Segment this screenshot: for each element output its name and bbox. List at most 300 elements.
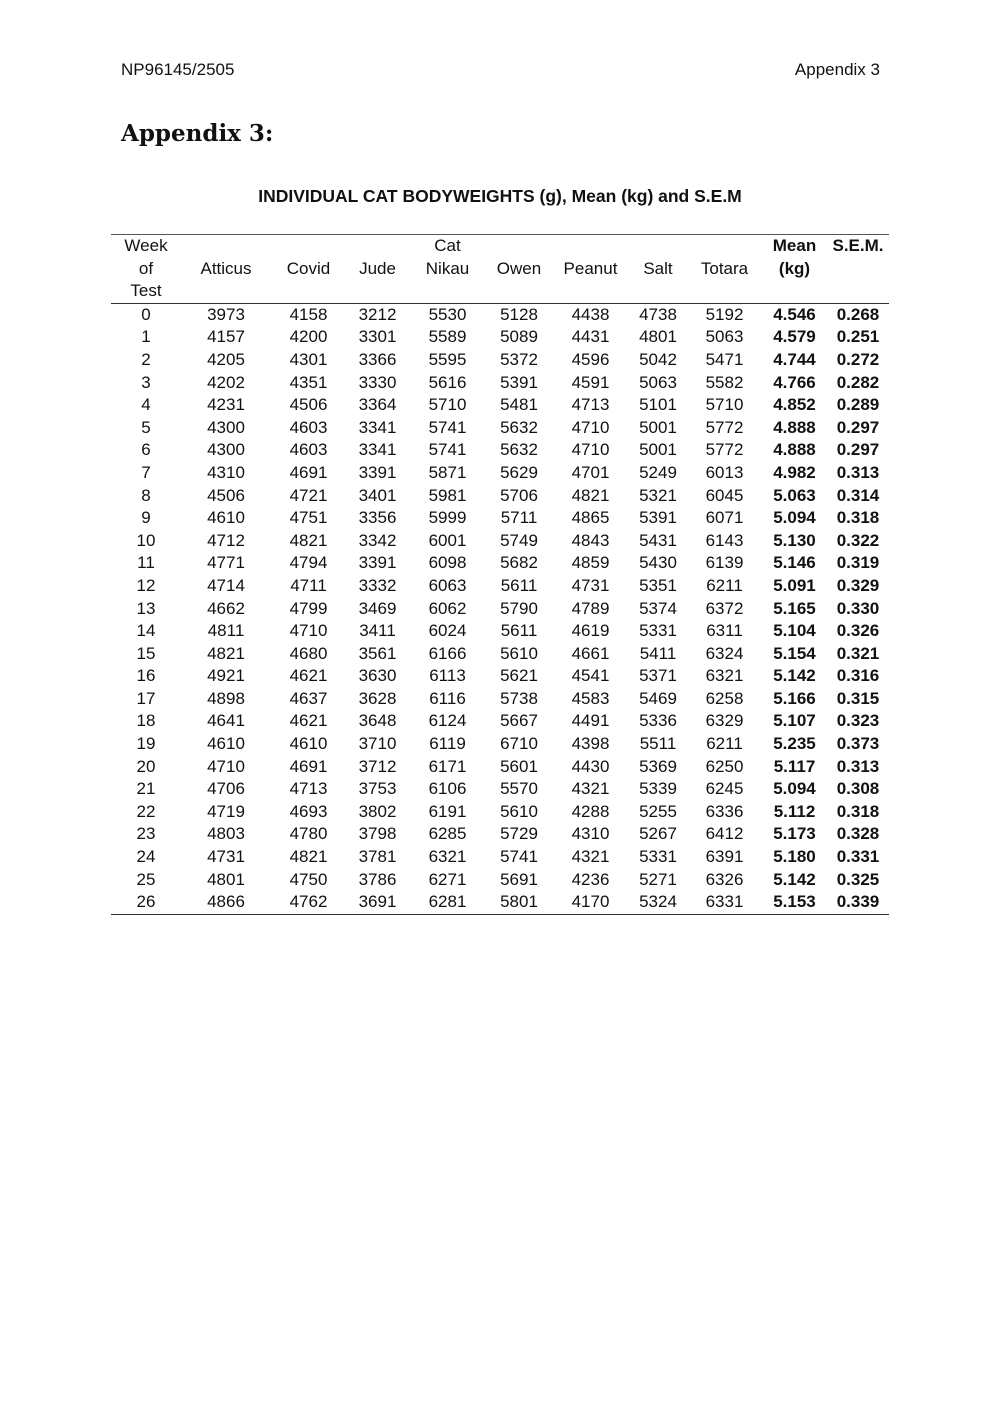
mean-cell: 4.766 [773,372,816,392]
weight-cell: 6336 [705,801,744,821]
weight-cell: 4438 [571,304,610,324]
weight-cell: 6191 [428,801,467,821]
weight-cell: 5616 [428,372,467,392]
weight-cell: 5629 [500,462,538,482]
weight-cell: 5042 [639,349,677,369]
weight-cell: 6013 [705,462,744,482]
weight-cell: 4661 [571,643,610,663]
weight-cell: 6329 [705,711,744,731]
table-row [111,530,889,553]
table-row [111,372,889,395]
appendix-label: Appendix 3 [794,60,880,79]
sem-cell: 0.282 [836,372,880,392]
sem-cell: 0.316 [836,666,880,686]
week-cell: 17 [136,688,156,708]
table-row [111,462,889,485]
weight-cell: 5267 [639,824,677,844]
week-cell: 7 [141,462,151,482]
weight-cell: 5063 [705,327,744,347]
mean-cell: 5.173 [773,824,816,844]
weight-cell: 4859 [571,553,610,573]
weight-cell: 5611 [500,621,538,641]
sem-cell: 0.313 [836,462,880,482]
weight-cell: 4603 [289,417,328,437]
weight-cell: 4751 [289,508,328,528]
weight-cell: 4398 [571,734,610,754]
weight-cell: 6098 [428,553,467,573]
weight-cell: 4821 [207,643,245,663]
weight-cell: 5595 [428,349,467,369]
weight-cell: 4865 [571,508,610,528]
weight-cell: 4691 [289,756,328,776]
weight-cell: 6311 [706,621,743,641]
weight-cell: 5063 [639,372,677,392]
week-cell: 16 [136,666,156,686]
weight-cell: 5981 [428,485,467,505]
week-cell: 1 [141,327,151,347]
weight-cell: 5710 [428,395,467,415]
weight-cell: 6391 [705,847,744,867]
weight-cell: 6024 [428,621,467,641]
weight-cell: 4621 [289,666,328,686]
table-row [111,507,889,530]
weight-cell: 4799 [289,598,328,618]
mean-cell: 4.888 [773,440,816,460]
weight-cell: 6326 [705,869,744,889]
weight-cell: 4300 [207,440,245,460]
weight-cell: 3411 [359,621,396,641]
sem-cell: 0.308 [836,779,880,799]
weight-cell: 4310 [571,824,610,844]
weight-cell: 6331 [687,891,762,914]
weight-cell: 6113 [429,666,466,686]
weight-cell: 6271 [428,869,467,889]
table-row [111,688,889,711]
weight-cell: 4158 [289,304,328,324]
weight-cell: 5801 [486,891,552,914]
weight-cell: 4637 [289,688,328,708]
sem-cell: 0.318 [836,508,880,528]
mean-cell: 4.744 [773,349,816,369]
page-heading: Appendix 3: [121,120,274,147]
weight-cell: 5738 [500,688,538,708]
table-row [111,846,889,869]
weight-cell: 5741 [428,440,467,460]
weight-cell: 5331 [639,847,677,867]
sem-cell: 0.373 [836,734,880,754]
sem-cell: 0.314 [836,485,880,505]
weight-cell: 6063 [428,575,467,595]
weight-cell: 4200 [289,327,328,347]
weight-cell: 4321 [571,779,610,799]
weight-cell: 3628 [358,688,397,708]
weight-cell: 5481 [500,395,538,415]
weight-cell: 4821 [571,485,610,505]
table-row [111,394,889,417]
sem-cell: 0.319 [836,553,880,573]
weight-cell: 4321 [571,847,610,867]
week-cell: 2 [141,349,151,369]
table-row [111,303,889,326]
sem-cell: 0.330 [836,598,880,618]
mean-cell: 5.091 [773,575,816,595]
weight-cell: 6119 [429,734,466,754]
weight-cell: 3342 [358,530,397,550]
weight-cell: 6211 [706,734,743,754]
weight-cell: 5101 [639,395,677,415]
weight-cell: 4157 [207,327,245,347]
weight-cell: 5271 [639,869,677,889]
sem-cell: 0.313 [836,756,880,776]
weight-cell: 4701 [571,462,610,482]
sem-cell: 0.289 [836,395,880,415]
weight-cell: 6116 [429,688,466,708]
cat-column-header: Covid [286,258,331,278]
weight-cell: 4506 [289,395,328,415]
weight-cell: 3332 [358,575,397,595]
weight-cell: 5511 [639,734,677,754]
bodyweight-table [111,234,889,915]
week-cell: 26 [111,891,181,914]
weight-cell: 4803 [207,824,245,844]
mean-cell: 5.235 [773,734,816,754]
mean-cell: 5.112 [773,801,816,821]
mean-cell: 5.146 [773,553,816,573]
mean-cell: 5.104 [773,621,816,641]
weight-cell: 4843 [571,530,610,550]
weight-cell: 3781 [358,847,397,867]
weight-cell: 4202 [207,372,245,392]
weight-cell: 4310 [207,462,245,482]
weight-cell: 4680 [289,643,328,663]
weight-cell: 3356 [358,508,397,528]
weight-cell: 4712 [207,530,245,550]
week-cell: 25 [136,869,156,889]
weight-cell: 4170 [552,891,629,914]
mean-cell: 4.546 [773,304,816,324]
weight-cell: 4794 [289,553,328,573]
weight-cell: 6245 [705,779,744,799]
week-cell: 22 [136,801,156,821]
weight-cell: 6045 [705,485,744,505]
weight-cell: 6285 [428,824,467,844]
mean-cell: 4.888 [773,417,816,437]
week-header-line-1: Week [111,235,181,258]
weight-cell: 3802 [358,801,397,821]
weight-cell: 5471 [705,349,744,369]
weight-cell: 4301 [289,349,328,369]
sem-cell: 0.318 [836,801,880,821]
table-row [111,756,889,779]
table-header [111,235,889,304]
weight-cell: 4789 [571,598,610,618]
weight-cell: 4541 [571,666,610,686]
weight-cell: 5469 [639,688,677,708]
table-body [111,303,889,914]
mean-cell: 5.165 [773,598,816,618]
mean-cell: 5.142 [773,869,816,889]
weight-cell: 5374 [639,598,677,618]
weight-cell: 5372 [500,349,538,369]
week-cell: 8 [141,485,151,505]
table-row [111,778,889,801]
weight-cell: 5610 [500,643,538,663]
weight-cell: 3341 [358,417,397,437]
weight-cell: 4596 [571,349,610,369]
weight-cell: 4713 [289,779,328,799]
weight-cell: 3212 [358,304,397,324]
week-cell: 19 [136,734,156,754]
mean-cell: 5.117 [773,756,816,776]
weight-cell: 5430 [639,553,677,573]
sem-cell: 0.297 [836,440,880,460]
weight-cell: 5324 [629,891,687,914]
weight-cell: 4719 [207,801,245,821]
weight-cell: 5711 [500,508,538,528]
weight-cell: 5790 [500,598,538,618]
weight-cell: 6412 [705,824,744,844]
weight-cell: 5331 [639,621,677,641]
weight-cell: 5339 [639,779,677,799]
weight-cell: 5741 [428,417,467,437]
weight-cell: 5371 [639,666,677,686]
weight-cell: 4610 [207,508,245,528]
weight-cell: 5772 [705,417,744,437]
table-title: INDIVIDUAL CAT BODYWEIGHTS (g), Mean (kg) and S.E.M [258,186,742,206]
weight-cell: 4738 [639,304,677,324]
weight-cell: 4231 [207,395,245,415]
weight-cell: 4691 [289,462,328,482]
cat-column-header: Owen [496,258,542,278]
weight-cell: 5249 [639,462,677,482]
table-row [111,349,889,372]
sem-cell: 0.251 [836,327,880,347]
mean-cell: 5.153 [762,891,827,914]
week-cell: 15 [136,643,156,663]
weight-cell: 5621 [500,666,538,686]
weight-cell: 6062 [428,598,467,618]
weight-cell: 4721 [289,485,328,505]
table-row [111,891,889,914]
weight-cell: 5001 [639,440,677,460]
weight-cell: 5999 [428,508,467,528]
weight-cell: 5601 [500,756,538,776]
weight-cell: 3391 [358,553,397,573]
weight-cell: 5741 [500,847,538,867]
weight-cell: 6372 [705,598,744,618]
weight-cell: 6258 [705,688,744,708]
weight-cell: 4603 [289,440,328,460]
sem-cell: 0.268 [836,304,880,324]
table-row [111,485,889,508]
weight-cell: 5411 [639,643,677,663]
weight-cell: 3364 [358,395,397,415]
table-row [111,801,889,824]
weight-cell: 4641 [207,711,245,731]
week-cell: 14 [136,621,156,641]
weight-cell: 5321 [639,485,677,505]
weight-cell: 3753 [358,779,397,799]
weight-cell: 4801 [207,869,245,889]
week-cell: 10 [136,530,156,550]
weight-cell: 4430 [571,756,610,776]
weight-cell: 6071 [705,508,744,528]
weight-cell: 4610 [289,734,328,754]
mean-cell: 5.154 [773,643,816,663]
table-row [111,823,889,846]
weight-cell: 5001 [639,417,677,437]
weight-cell: 4898 [207,688,245,708]
table-row [111,417,889,440]
table-row [111,869,889,892]
table-row [111,552,889,575]
weight-cell: 4821 [289,530,328,550]
weight-cell: 5691 [500,869,538,889]
weight-cell: 3330 [358,372,397,392]
table-row [111,575,889,598]
weight-cell: 3561 [358,643,397,663]
weight-cell: 5431 [639,530,677,550]
weight-cell: 4710 [207,756,245,776]
weight-cell: 5089 [500,327,538,347]
sem-cell: 0.328 [836,824,880,844]
sem-cell: 0.272 [836,349,880,369]
weight-cell: 5729 [500,824,538,844]
weight-cell: 3469 [358,598,397,618]
weight-cell: 3301 [358,327,397,347]
weight-cell: 5871 [428,462,467,482]
weight-cell: 4780 [289,824,328,844]
weight-cell: 4205 [207,349,245,369]
weight-cell: 4731 [571,575,610,595]
cat-column-header: Peanut [563,258,618,278]
weight-cell: 4621 [289,711,328,731]
weight-cell: 5391 [500,372,538,392]
weight-cell: 3401 [358,485,397,505]
week-cell: 0 [141,304,151,324]
weight-cell: 6250 [705,756,744,776]
weight-cell: 4750 [289,869,328,889]
weight-cell: 5192 [705,304,744,324]
weight-cell: 3648 [358,711,397,731]
week-cell: 3 [141,372,151,392]
table-row [111,733,889,756]
weight-cell: 4811 [207,621,245,641]
sem-cell: 0.315 [836,688,880,708]
week-cell: 20 [136,756,156,776]
weight-cell: 5128 [500,304,538,324]
weight-cell: 5706 [500,485,538,505]
mean-cell: 5.180 [773,847,816,867]
week-cell: 6 [141,440,151,460]
weight-cell: 5255 [639,801,677,821]
weight-cell: 3630 [358,666,397,686]
weight-cell: 6281 [409,891,486,914]
week-cell: 11 [137,553,155,573]
weight-cell: 5351 [639,575,677,595]
weight-cell: 4693 [289,801,328,821]
week-cell: 9 [141,508,151,528]
weight-cell: 5570 [500,779,538,799]
weight-cell: 6321 [705,666,744,686]
weight-cell: 5749 [500,530,538,550]
sem-cell: 0.326 [836,621,880,641]
weight-cell: 4706 [207,779,245,799]
weight-cell: 4619 [571,621,610,641]
cat-column-header: Totara [700,258,749,278]
document-id: NP96145/2505 [121,60,235,79]
mean-header-line-2: (kg) [778,258,811,278]
cat-column-header: Atticus [200,258,252,278]
weight-cell: 4491 [571,711,610,731]
weight-cell: 6139 [705,553,744,573]
sem-cell: 0.323 [836,711,880,731]
week-cell: 5 [141,417,151,437]
weight-cell: 5336 [639,711,677,731]
mean-cell: 5.130 [773,530,816,550]
week-cell: 13 [136,598,156,618]
weight-cell: 4236 [571,869,610,889]
weight-cell: 5589 [428,327,467,347]
weight-cell: 6106 [428,779,467,799]
table-row [111,439,889,462]
weight-cell: 4821 [289,847,328,867]
weight-cell: 4506 [207,485,245,505]
weight-cell: 6143 [705,530,744,550]
weight-cell: 4610 [207,734,245,754]
weight-cell: 5772 [705,440,744,460]
weight-cell: 5611 [500,575,538,595]
weight-cell: 6324 [705,643,744,663]
weight-cell: 6171 [428,756,467,776]
table-row [111,665,889,688]
week-cell: 18 [136,711,156,731]
sem-cell: 0.331 [836,847,880,867]
weight-cell: 3712 [358,756,397,776]
sem-cell: 0.339 [827,891,889,914]
weight-cell: 6124 [428,711,467,731]
mean-cell: 5.142 [773,666,816,686]
weight-cell: 4288 [571,801,610,821]
weight-cell: 4714 [207,575,245,595]
sem-cell: 0.321 [836,643,880,663]
weight-cell: 6211 [706,575,743,595]
cat-group-header: Cat [409,235,486,258]
week-cell: 12 [136,575,156,595]
weight-cell: 3786 [358,869,397,889]
weight-cell: 4711 [290,575,327,595]
mean-cell: 5.063 [773,485,816,505]
weight-cell: 4351 [289,372,328,392]
mean-cell: 4.852 [773,395,816,415]
week-cell: 23 [136,824,156,844]
weight-cell: 5610 [500,801,538,821]
weight-cell: 3710 [358,734,397,754]
table-row [111,643,889,666]
weight-cell: 4866 [181,891,271,914]
weight-cell: 6321 [428,847,467,867]
weight-cell: 4431 [571,327,610,347]
weight-cell: 6166 [428,643,467,663]
mean-cell: 5.166 [773,688,816,708]
weight-cell: 4731 [207,847,245,867]
mean-cell: 4.579 [773,327,816,347]
weight-cell: 4710 [571,417,610,437]
weight-cell: 3973 [207,304,245,324]
weight-cell: 4591 [571,372,610,392]
table-row [111,326,889,349]
weight-cell: 6710 [500,734,538,754]
